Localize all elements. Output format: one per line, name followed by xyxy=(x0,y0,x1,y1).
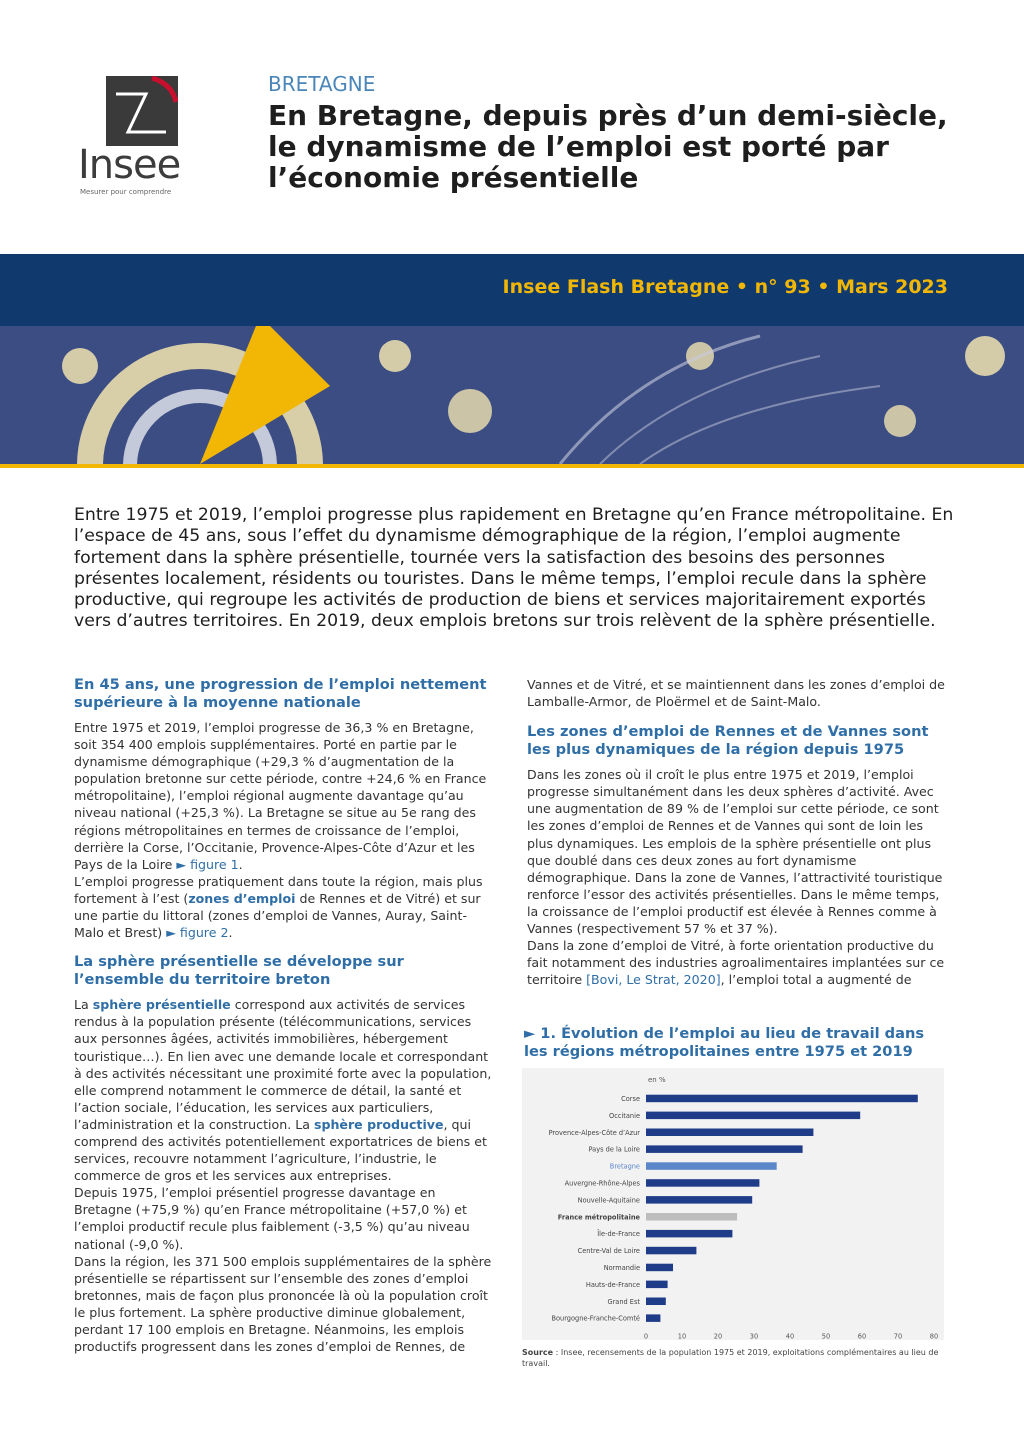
category-label: France métropolitaine xyxy=(557,1213,640,1222)
zones-emploi-link[interactable]: zones d’emploi xyxy=(188,890,296,906)
sphere-productive-link[interactable]: sphère productive xyxy=(313,1116,444,1132)
tick-label: 10 xyxy=(677,1332,687,1340)
paragraph: Vannes et de Vitré, et se maintiennent dans les zones d’emploi de Lamballe-Armor, de Ploërmel et de Saint-Malo. xyxy=(527,677,945,710)
paragraph: Dans la région, les 371 500 emplois supplémentaires de la sphère présentielle se répartissent sur l’ensemble des zones d’emploi bretonnes, mais de façon plus prononcée là où la population croît le plus fortement. La sphère productive diminue globalement, perdant 17 100 emplois en Bretagne. Néanmoins, les emplois productifs progressent dans les zones d’emploi de Rennes, de xyxy=(74,1253,492,1355)
bar xyxy=(646,1162,777,1170)
unit-label: en % xyxy=(648,1076,666,1084)
page-title: En Bretagne, depuis près d’un demi-siècle, le dynamisme de l’emploi est porté par l’économie présentielle xyxy=(268,99,948,194)
category-label: Grand Est xyxy=(607,1297,640,1306)
tick-label: 20 xyxy=(713,1332,723,1340)
paragraph: La sphère présentielle correspond aux activités de services rendus à la population présente (télécommunications, services aux personnes âgées, activités immobilières, hébergement touristique…). En lien avec une demande locale et correspondant à des activités nécessitant une proximité forte avec la population, elle comprend notamment le commerce de détail, la santé et l’action sociale, l’éducation, les services aux particuliers, l’administration et la construction. La sphère productive, qui comprend des activités potentiellement exportatrices de biens et services, recouvre notamment l’agriculture, l’industrie, le commerce de gros et les services aux entreprises. xyxy=(74,997,492,1184)
tick-label: 60 xyxy=(857,1332,867,1340)
bar xyxy=(646,1314,660,1322)
tick-label: 0 xyxy=(643,1332,649,1340)
banner-divider xyxy=(0,464,1024,468)
tick-label: 80 xyxy=(929,1332,939,1340)
category-label: Bourgogne-Franche-Comté xyxy=(551,1314,640,1323)
region-label: BRETAGNE xyxy=(268,72,376,96)
bar xyxy=(646,1129,813,1137)
tick-label: 30 xyxy=(749,1332,759,1340)
left-column xyxy=(74,676,496,1355)
category-label: Île-de-France xyxy=(597,1230,640,1239)
figure-title: ► 1. Évolution de l’emploi au lieu de travail dans les régions métropolitaines entre 1975 et 2019 xyxy=(524,1025,925,1060)
category-label: Bretagne xyxy=(609,1162,640,1171)
figure-1-chart xyxy=(522,1068,944,1340)
bar xyxy=(646,1298,666,1306)
paragraph: Entre 1975 et 2019, l’emploi progresse de 36,3 % en Bretagne, soit 354 400 emplois supplémentaires. Porté en partie par le dynamisme démographique (+29,3 % d’augmentation de la population bretonne sur cette période, contre +24,6 % en France métropolitaine), l’emploi régional augmente davantage qu’au niveau national (+25,3 %). La Bretagne se situe au 5e rang des régions métropolitaines en termes de croissance de l’emploi, derrière la Corse, l’Occitanie, Provence-Alpes-Côte d’Azur et les Pays de la Loire ► figure 1. xyxy=(74,720,487,872)
category-label: Provence-Alpes-Côte d’Azur xyxy=(548,1128,640,1137)
category-label: Nouvelle-Aquitaine xyxy=(577,1196,640,1205)
publication-band xyxy=(0,254,1024,326)
publication-info: Insee Flash Bretagne • n° 93 • Mars 2023 xyxy=(502,276,948,298)
figure-source: Source : Insee, recensements de la population 1975 et 2019, exploitations complémentaires au lieu de travail. xyxy=(522,1348,939,1368)
tick-label: 70 xyxy=(893,1332,903,1340)
bar xyxy=(646,1247,696,1255)
bar xyxy=(646,1179,759,1187)
category-label: Hauts-de-France xyxy=(585,1280,640,1289)
bar-chart xyxy=(522,1068,944,1340)
category-label: Centre-Val de Loire xyxy=(577,1247,640,1256)
figure-2-link[interactable]: ► figure 2 xyxy=(166,925,229,941)
bar xyxy=(646,1264,673,1272)
intro-summary xyxy=(74,505,954,633)
logo-wordmark: Insee xyxy=(78,142,181,188)
intro-text: Entre 1975 et 2019, l’emploi progresse plus rapidement en Bretagne qu’en France métropolitaine. En l’espace de 45 ans, sous l’effet du dynamisme démographique de la région, l’emploi augmente fortement dans la sphère présentielle, tournée vers la satisfaction des besoins des personnes présentes localement, résidents ou touristes. Dans le même temps, l’emploi recule dans la sphère productive, qui regroupe les activités de production de biens et services majoritairement exportés vers d’autres territoires. En 2019, deux emplois bretons sur trois relèvent de la sphère présentielle. xyxy=(74,505,954,632)
tick-label: 40 xyxy=(785,1332,795,1340)
bar xyxy=(646,1112,860,1120)
category-label: Normandie xyxy=(603,1263,640,1272)
section-heading: La sphère présentielle se développe sur l’ensemble du territoire breton xyxy=(74,953,404,989)
tick-label: 50 xyxy=(821,1332,831,1340)
bar xyxy=(646,1281,668,1289)
bar xyxy=(646,1145,803,1153)
category-label: Occitanie xyxy=(609,1111,640,1120)
category-label: Auvergne-Rhône-Alpes xyxy=(564,1179,640,1188)
section-heading: Les zones d’emploi de Rennes et de Vannes sont les plus dynamiques de la région depuis 1975 xyxy=(527,723,929,759)
category-label: Corse xyxy=(621,1094,640,1103)
bar xyxy=(646,1196,752,1204)
right-column xyxy=(527,676,949,988)
sphere-presentielle-link[interactable]: sphère présentielle xyxy=(92,997,231,1013)
paragraph: Dans la zone d’emploi de Vitré, à forte orientation productive du fait notamment des industries agroalimentaires implantées sur ce territoire [Bovi, Le Strat, 2020], l’emploi total a augmenté de xyxy=(527,938,945,988)
paragraph: L’emploi progresse pratiquement dans toute la région, mais plus fortement à l’est (zones d’emploi de Rennes et de Vitré) et sur une partie du littoral (zones d’emploi de Vannes, Auray, Saint-Malo et Brest) ► figure 2. xyxy=(74,873,483,941)
section-heading: En 45 ans, une progression de l’emploi nettement supérieure à la moyenne nationale xyxy=(74,676,487,711)
bar xyxy=(646,1230,732,1238)
bar xyxy=(646,1095,918,1103)
paragraph: Dans les zones où il croît le plus entre 1975 et 2019, l’emploi progresse simultanément dans les deux sphères d’activité. Avec une augmentation de 89 % de l’emploi sur cette période, ce sont les zones d’emploi de Rennes et de Vannes qui sont de loin les plus dynamiques. Les emplois de la sphère présentielle ont plus que doublé dans ces deux zones au fort dynamisme démographique. Dans la zone de Vannes, l’attractivité touristique renforce l’essor des activités présentielles. Dans le même temps, la croissance de l’emploi productif est élevée à Rennes comme à Vannes (respectivement 57 % et 37 %). xyxy=(527,767,943,937)
category-label: Pays de la Loire xyxy=(588,1145,640,1154)
logo-tagline: Mesurer pour comprendre xyxy=(80,188,172,196)
logo-square-icon xyxy=(106,76,178,146)
reference-link[interactable]: [Bovi, Le Strat, 2020] xyxy=(586,972,721,988)
decorative-banner xyxy=(0,326,1024,464)
figure-1-link[interactable]: ► figure 1 xyxy=(176,856,239,872)
paragraph: Depuis 1975, l’emploi présentiel progresse davantage en Bretagne (+75,9 %) qu’en France métropolitaine (+57,0 %) et l’emploi productif recule plus faiblement (-3,5 %) qu’au niveau national (-9,0 %). xyxy=(74,1185,470,1252)
insee-logo xyxy=(78,72,188,196)
bar xyxy=(646,1213,737,1221)
